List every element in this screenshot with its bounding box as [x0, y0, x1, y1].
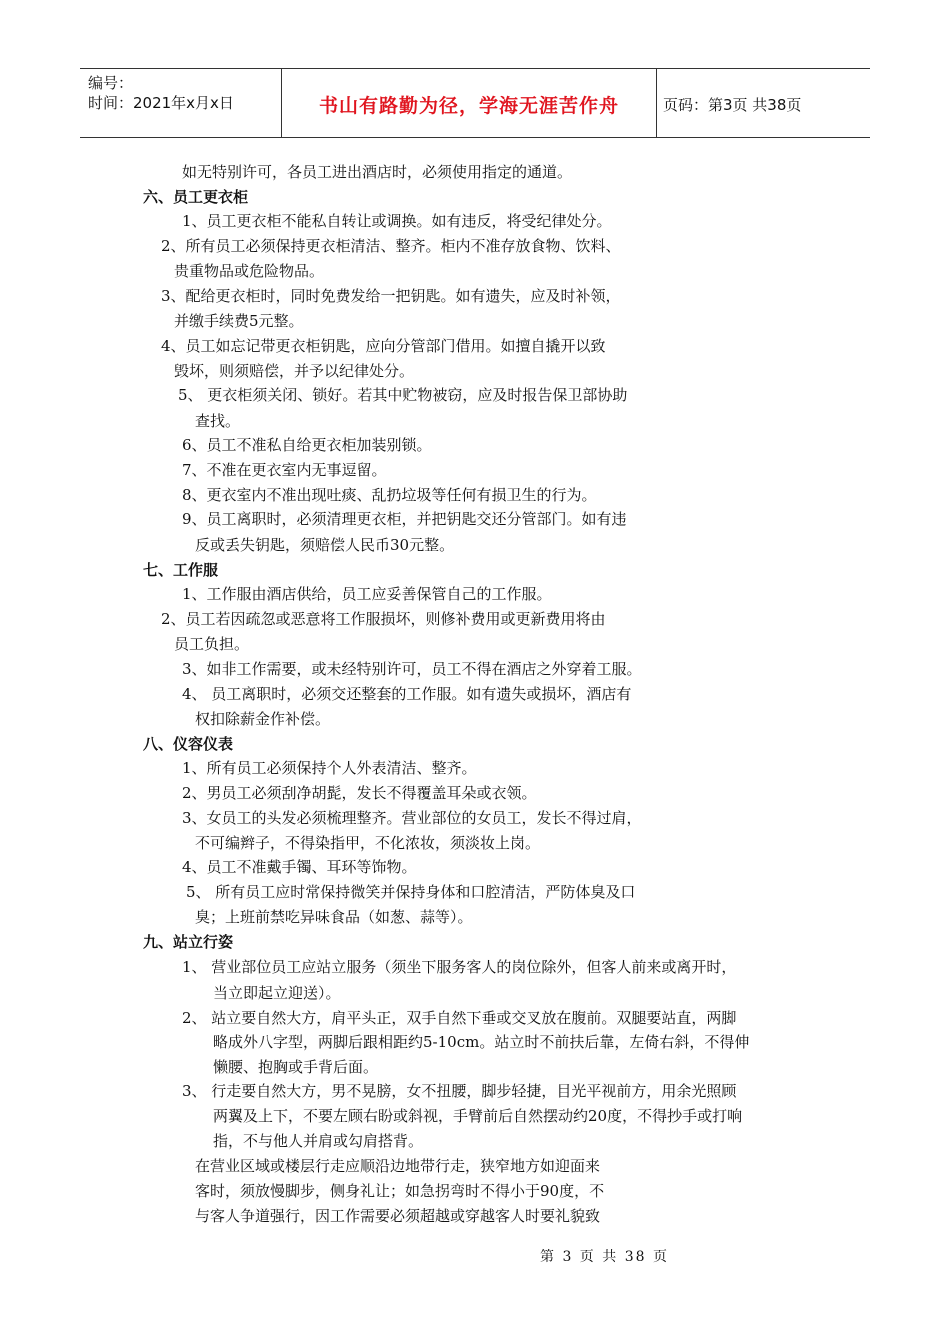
body-line: 5、 所有员工应时常保持微笑并保持身体和口腔清洁，严防体臭及口: [186, 883, 636, 901]
body-line: 两翼及上下，不要左顾右盼或斜视，手臂前后自然摆动约20度，不得抄手或打响: [213, 1107, 743, 1125]
body-line: 2、 站立要自然大方，肩平头正，双手自然下垂或交叉放在腹前。双腿要站直，两脚: [182, 1009, 737, 1027]
time-label: 时间：2021年x月x日: [88, 94, 234, 112]
body-line: 2、员工若因疏忽或恶意将工作服损坏，则修补费用或更新费用将由: [161, 610, 606, 628]
body-line: 4、员工如忘记带更衣柜钥匙，应向分管部门借用。如擅自撬开以致: [161, 337, 606, 355]
body-line: 查找。: [195, 412, 241, 430]
document-header: [80, 68, 870, 138]
section-heading: 六、员工更衣柜: [143, 188, 249, 206]
body-line: 5、 更衣柜须关闭、锁好。若其中贮物被窃，应及时报告保卫部协助: [178, 386, 628, 404]
body-line: 贵重物品或危险物品。: [174, 262, 325, 280]
body-line: 1、 营业部位员工应站立服务（须坐下服务客人的岗位除外，但客人前来或离开时，: [182, 958, 737, 976]
header-divider: [656, 69, 657, 137]
body-line: 客时，须放慢脚步，侧身礼让；如急拐弯时不得小于90度，不: [195, 1182, 605, 1200]
body-line: 并缴手续费5元整。: [174, 312, 304, 330]
body-line: 1、工作服由酒店供给，员工应妥善保管自己的工作服。: [182, 585, 552, 603]
body-line: 3、女员工的头发必须梳理整齐。营业部位的女员工，发长不得过肩，: [182, 809, 642, 827]
body-line: 1、所有员工必须保持个人外表清洁、整齐。: [182, 759, 477, 777]
body-line: 4、 员工离职时，必须交还整套的工作服。如有遗失或损坏，酒店有: [182, 685, 632, 703]
section-heading: 九、站立行姿: [143, 933, 234, 951]
body-line: 7、不准在更衣室内无事逗留。: [182, 461, 387, 479]
header-divider: [281, 69, 282, 137]
body-line: 3、如非工作需要，或未经特别许可，员工不得在酒店之外穿着工服。: [182, 660, 642, 678]
section-heading: 八、仪容仪表: [143, 735, 234, 753]
body-line: 1、员工更衣柜不能私自转让或调换。如有违反，将受纪律处分。: [182, 212, 612, 230]
body-line: 在营业区域或楼层行走应顺沿边地带行走，狭窄地方如迎面来: [195, 1157, 601, 1175]
header-page-number: 页码：第3页 共38页: [663, 96, 802, 114]
body-line: 员工负担。: [174, 635, 250, 653]
body-line: 2、所有员工必须保持更衣柜清洁、整齐。柜内不准存放食物、饮料、: [161, 237, 621, 255]
body-line: 略成外八字型，两脚后跟相距约5-10cm。站立时不前扶后靠，左倚右斜，不得伸: [213, 1033, 750, 1051]
body-line: 反或丢失钥匙，须赔偿人民币30元整。: [195, 536, 455, 554]
body-line: 如无特别许可，各员工进出酒店时，必须使用指定的通道。: [182, 163, 573, 181]
body-line: 毁坏，则须赔偿，并予以纪律处分。: [174, 362, 415, 380]
body-line: 当立即起立迎送）。: [213, 984, 341, 1002]
number-label: 编号：: [88, 74, 134, 92]
body-line: 懒腰、抱胸或手背后面。: [213, 1058, 379, 1076]
body-line: 与客人争道强行，因工作需要必须超越或穿越客人时要礼貌致: [195, 1207, 601, 1225]
body-line: 8、更衣室内不准出现吐痰、乱扔垃圾等任何有损卫生的行为。: [182, 486, 597, 504]
body-line: 不可编辫子，不得染指甲，不化浓妆，须淡妆上岗。: [195, 834, 541, 852]
body-line: 2、男员工必须刮净胡髭，发长不得覆盖耳朵或衣领。: [182, 784, 537, 802]
body-line: 3、 行走要自然大方，男不晃膀，女不扭腰，脚步轻捷，目光平视前方，用余光照顾: [182, 1082, 737, 1100]
body-line: 权扣除薪金作补偿。: [195, 710, 331, 728]
body-line: 臭；上班前禁吃异味食品（如葱、蒜等）。: [195, 908, 473, 926]
page-footer: 第 3 页 共 38 页: [540, 1249, 669, 1265]
body-line: 6、员工不准私自给更衣柜加装别锁。: [182, 436, 432, 454]
body-line: 9、员工离职时，必须清理更衣柜，并把钥匙交还分管部门。如有违: [182, 510, 627, 528]
header-motto: 书山有路勤为径，学海无涯苦作舟: [318, 95, 619, 117]
section-heading: 七、工作服: [143, 561, 219, 579]
body-line: 指，不与他人并肩或勾肩搭背。: [213, 1132, 424, 1150]
body-line: 3、配给更衣柜时，同时免费发给一把钥匙。如有遗失，应及时补领，: [161, 287, 621, 305]
header-meta: [88, 73, 234, 113]
body-line: 4、员工不准戴手镯、耳环等饰物。: [182, 858, 417, 876]
